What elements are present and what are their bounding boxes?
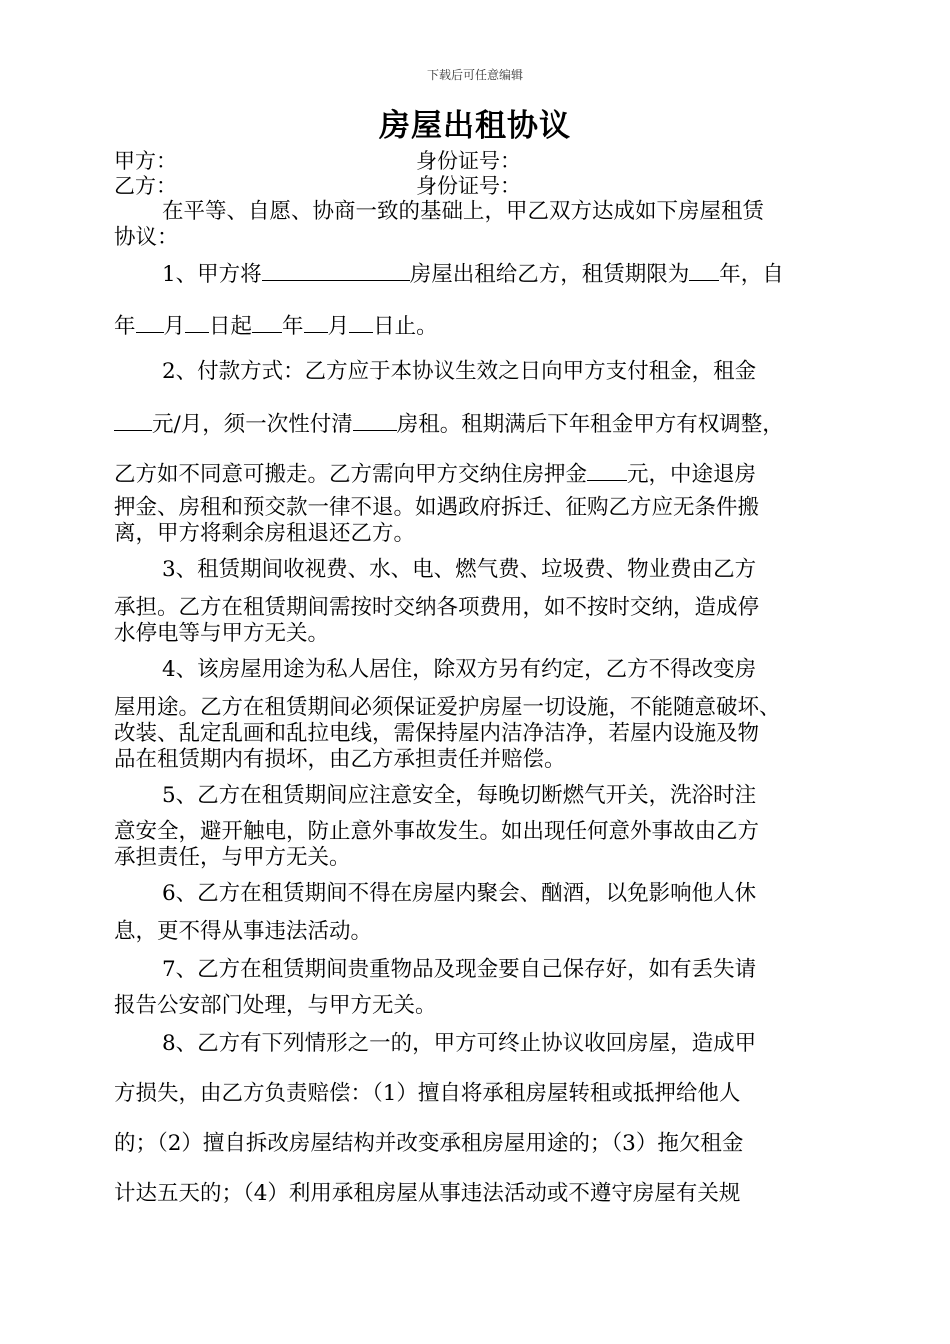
clause-2-line-1: 2、付款方式：乙方应于本协议生效之日向甲方支付租金，租金 <box>162 359 757 384</box>
preamble-line-2: 协议： <box>114 225 179 250</box>
clause-4-line-2: 屋用途。乙方在租赁期间必须保证爱护房屋一切设施，不能随意破坏、 <box>114 695 781 720</box>
clause-6-line-2: 息，更不得从事违法活动。 <box>114 919 373 944</box>
clause-5-line-3: 承担责任，与甲方无关。 <box>114 845 351 870</box>
rent-period-blank <box>353 408 397 431</box>
preamble-line-1: 在平等、自愿、协商一致的基础上，甲乙双方达成如下房屋租赁 <box>162 199 765 224</box>
clause-1-line-1 <box>114 258 902 289</box>
document-title: 房屋出租协议 <box>379 108 571 144</box>
clause-2-text-a: 元/月，须一次性付清 <box>152 412 353 437</box>
clause-4-line-3: 改装、乱定乱画和乱拉电线，需保持屋内洁净洁净，若屋内设施及物 <box>114 721 760 746</box>
clause-8-line-3: 的；（2）擅自拆改房屋结构并改变承租房屋用途的；（3）拖欠租金 <box>114 1131 744 1156</box>
clause-2-line-2 <box>114 408 854 439</box>
start-month-blank <box>185 310 209 333</box>
date-month-label-2: 月 <box>327 314 350 339</box>
clause-1-text-b: 房屋出租给乙方，租赁期限为 <box>409 262 690 287</box>
party-a-id-label: 身份证号： <box>416 149 521 173</box>
clause-7-line-2: 报告公安部门处理，与甲方无关。 <box>114 993 437 1018</box>
date-end-label: 日止。 <box>373 314 438 339</box>
end-day-blank <box>349 310 373 333</box>
clause-1-text-a: 1、甲方将 <box>162 262 262 287</box>
party-b-id-label: 身份证号： <box>416 174 521 198</box>
date-start-label: 日起 <box>209 314 253 339</box>
clause-2-text-d: 元，中途退房 <box>627 462 757 487</box>
clause-3-line-1: 3、租赁期间收视费、水、电、燃气费、垃圾费、物业费由乙方 <box>162 557 757 582</box>
property-blank <box>262 258 410 281</box>
clause-8-line-1: 8、乙方有下列情形之一的，甲方可终止协议收回房屋，造成甲 <box>162 1031 757 1056</box>
clause-5-line-2: 意安全，避开触电，防止意外事故发生。如出现任何意外事故由乙方 <box>114 819 760 844</box>
clause-1-text-c: 年，自 <box>719 262 784 287</box>
clause-5-line-1: 5、乙方在租赁期间应注意安全，每晚切断燃气开关，洗浴时注 <box>162 783 757 808</box>
clause-2-line-5: 离，甲方将剩余房租退还乙方。 <box>114 521 416 546</box>
clause-4-line-1: 4、该房屋用途为私人居住，除双方另有约定，乙方不得改变房 <box>162 657 757 682</box>
clause-1-line-2 <box>114 310 854 341</box>
rent-amount-blank <box>114 408 152 431</box>
date-year-label-2: 年 <box>282 314 304 339</box>
clause-8-line-2: 方损失，由乙方负责赔偿：（1）擅自将承租房屋转租或抵押给他人 <box>114 1081 741 1106</box>
term-years-blank <box>689 258 719 281</box>
end-year-blank <box>252 310 282 333</box>
start-year-blank <box>136 310 164 333</box>
clause-7-line-1: 7、乙方在租赁期间贵重物品及现金要自己保存好，如有丢失请 <box>162 957 757 982</box>
clause-2-line-3 <box>114 458 854 489</box>
party-b-row <box>114 173 521 199</box>
clause-6-line-1: 6、乙方在租赁期间不得在房屋内聚会、酗酒，以免影响他人休 <box>162 881 757 906</box>
date-month-label: 月 <box>163 314 186 339</box>
clause-2-line-4: 押金、房租和预交款一律不退。如遇政府拆迁、征购乙方应无条件搬 <box>114 495 760 520</box>
clause-2-text-b: 房租。租期满后下年租金甲方有权调整， <box>396 412 784 437</box>
clause-4-line-4: 品在租赁期内有损坏，由乙方承担责任并赔偿。 <box>114 747 566 772</box>
header-note: 下载后可任意编辑 <box>426 68 523 82</box>
clause-3-line-3: 水停电等与甲方无关。 <box>114 621 330 646</box>
deposit-blank <box>587 458 627 481</box>
clause-2-text-c: 乙方如不同意可搬走。乙方需向甲方交纳住房押金 <box>114 462 588 487</box>
end-month-blank <box>304 310 328 333</box>
party-b-label: 乙方： <box>114 174 177 198</box>
party-a-label: 甲方： <box>114 149 177 173</box>
clause-8-line-4: 计达五天的；（4）利用承租房屋从事违法活动或不遵守房屋有关规 <box>114 1181 741 1206</box>
party-a-row <box>114 148 521 174</box>
clause-3-line-2: 承担。乙方在租赁期间需按时交纳各项费用，如不按时交纳，造成停 <box>114 595 760 620</box>
date-year-label: 年 <box>114 314 136 339</box>
